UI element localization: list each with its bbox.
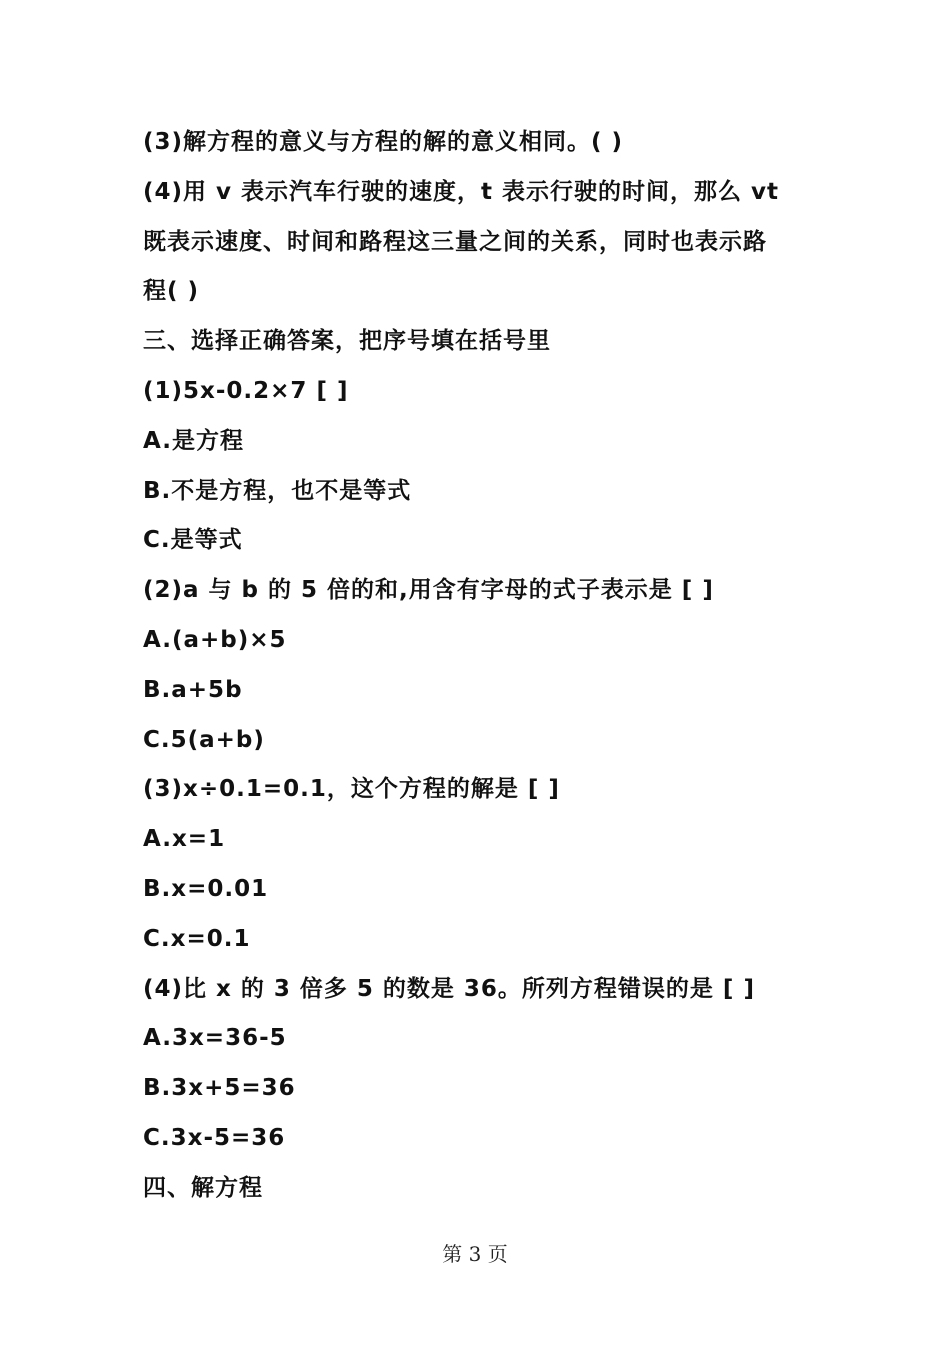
section-4-heading: 四、解方程	[143, 1174, 263, 1201]
choice-q3-option-a: A.x=1	[143, 826, 226, 853]
choice-question-1: (1)5x-0.2×7 [ ]	[143, 377, 349, 404]
document-body	[143, 118, 823, 1214]
choice-question-3: (3)x÷0.1=0.1，这个方程的解是 [ ]	[143, 776, 560, 803]
choice-q1-option-c: C.是等式	[143, 527, 243, 554]
choice-q2-option-c: C.5(a+b)	[143, 726, 265, 753]
choice-q1-option-b: B.不是方程，也不是等式	[143, 477, 412, 504]
page-number: 第 3 页	[442, 1242, 508, 1266]
choice-q2-option-b: B.a+5b	[143, 676, 243, 703]
judge-item-4-line-1: (4)用 v 表示汽车行驶的速度，t 表示行驶的时间，那么 vt	[143, 178, 780, 205]
choice-q1-option-a: A.是方程	[143, 427, 244, 454]
choice-q4-option-b: B.3x+5=36	[143, 1075, 296, 1102]
choice-q4-option-a: A.3x=36-5	[143, 1025, 287, 1052]
section-3-heading: 三、选择正确答案，把序号填在括号里	[143, 328, 551, 355]
choice-q4-option-c: C.3x-5=36	[143, 1124, 286, 1151]
choice-q3-option-b: B.x=0.01	[143, 875, 269, 902]
judge-item-4-line-3: 程( )	[143, 278, 200, 305]
choice-question-4: (4)比 x 的 3 倍多 5 的数是 36。所列方程错误的是 [ ]	[143, 975, 755, 1002]
judge-item-4-line-2: 既表示速度、时间和路程这三量之间的关系，同时也表示路	[143, 228, 767, 255]
judge-item-3: (3)解方程的意义与方程的解的意义相同。( )	[143, 129, 624, 155]
choice-q2-option-a: A.(a+b)×5	[143, 626, 287, 653]
choice-question-2: (2)a 与 b 的 5 倍的和,用含有字母的式子表示是 [ ]	[143, 577, 714, 604]
choice-q3-option-c: C.x=0.1	[143, 925, 251, 952]
